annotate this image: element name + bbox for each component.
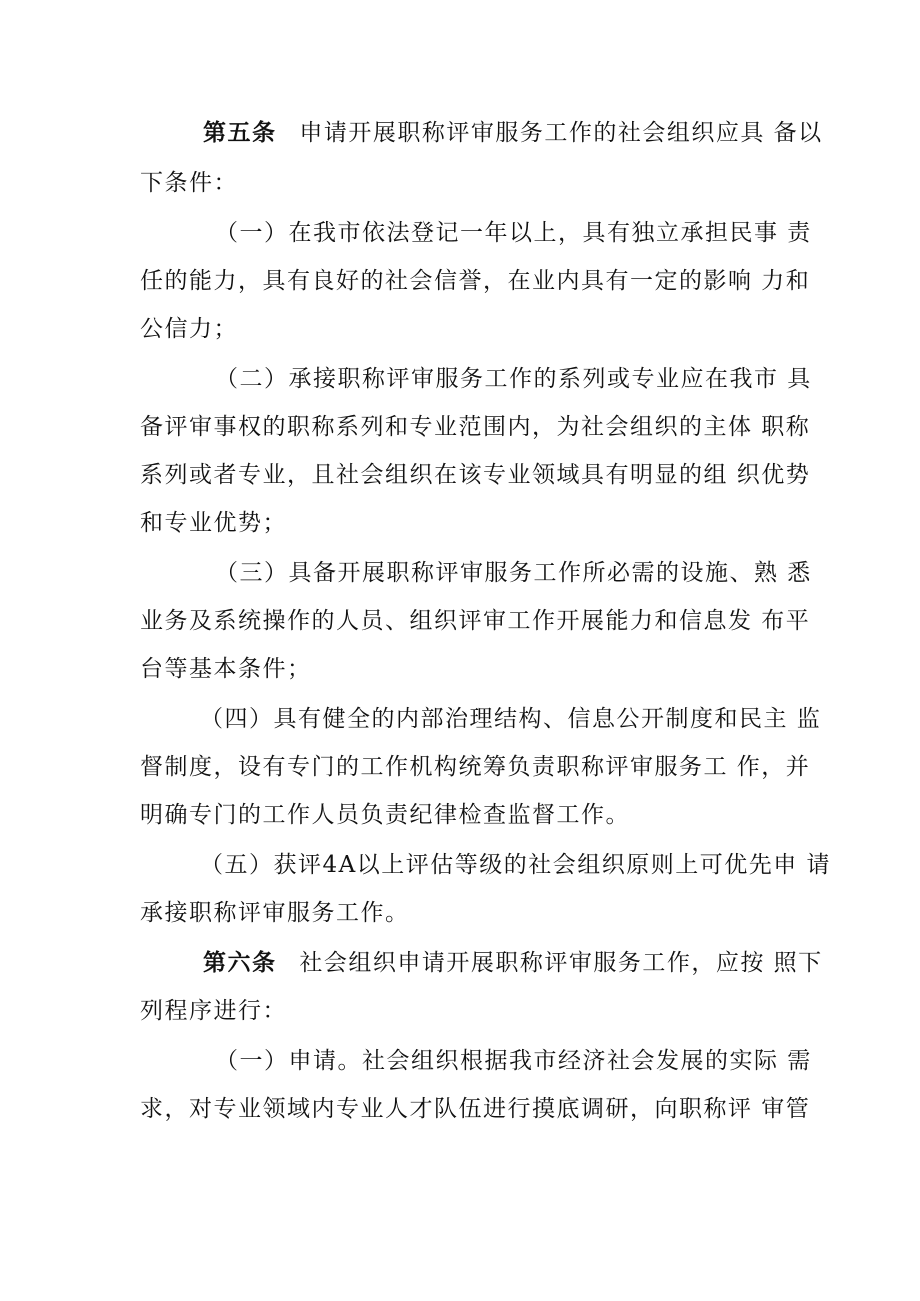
article-5-line-2: 下条件： — [140, 170, 238, 196]
item-1-line-1: （一）在我市依法登记一年以上，具有独立承担民事 责 — [215, 220, 812, 246]
item-3-line-1: （三）具备开展职称评审服务工作所必需的设施、熟 悉 — [215, 560, 812, 586]
article-6-item-1-line-2: 求，对专业领域内专业人才队伍进行摸底调研，向职称评 审管 — [140, 1096, 811, 1122]
item-2-line-1: （二）承接职称评审服务工作的系列或专业应在我市 具 — [215, 366, 812, 392]
item-5-line-2: 承接职称评审服务工作。 — [140, 900, 410, 926]
item-3-line-2: 业务及系统操作的人员、组织评审工作开展能力和信息发 布平 — [140, 608, 811, 634]
article-6-text: 社会组织申请开展职称评审服务工作，应按 照下 — [299, 950, 823, 976]
article-5-heading: 第五条 — [203, 119, 277, 146]
article-6-item-1-line-1: （一）申请。社会组织根据我市经济社会发展的实际 需 — [215, 1048, 812, 1074]
item-4-line-3: 明确专门的工作人员负责纪律检查监督工作。 — [140, 802, 630, 828]
item-2-line-3: 系列或者专业，且社会组织在该专业领域具有明显的组 织优势 — [140, 462, 811, 488]
item-1-line-2: 任的能力，具有良好的社会信誉，在业内具有一定的影响 力和 — [140, 268, 811, 294]
item-4-line-1: （四）具有健全的内部治理结构、信息公开制度和民主 监 — [200, 706, 822, 732]
article-6-heading: 第六条 — [203, 949, 277, 976]
article-5-text: 申请开展职称评审服务工作的社会组织应具 备以 — [299, 120, 823, 146]
article-6-line-2: 列程序进行： — [140, 998, 287, 1024]
article-5-line-1 — [203, 117, 823, 149]
item-5-line-1: （五）获评4A以上评估等级的社会组织原则上可优先申 请 — [200, 852, 832, 878]
item-2-line-4: 和专业优势； — [140, 510, 287, 536]
item-3-line-3: 台等基本条件； — [140, 656, 312, 682]
article-6-line-1 — [203, 947, 823, 979]
item-2-line-2: 备评审事权的职称系列和专业范围内，为社会组织的主体 职称 — [140, 414, 811, 440]
item-1-line-3: 公信力； — [140, 316, 238, 342]
item-4-line-2: 督制度，设有专门的工作机构统筹负责职称评审服务工 作，并 — [140, 754, 811, 780]
